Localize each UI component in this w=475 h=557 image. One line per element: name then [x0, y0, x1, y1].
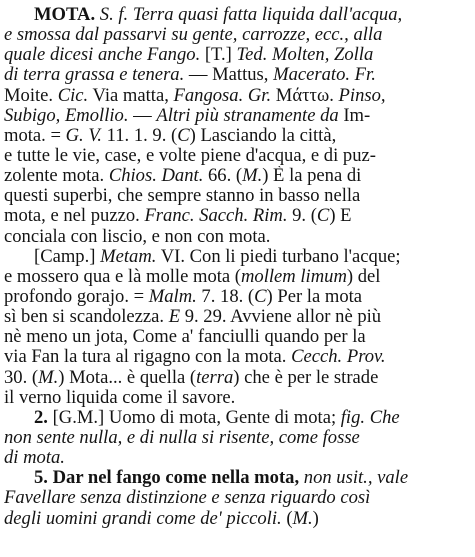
italic-text: Cic.	[57, 85, 89, 106]
italic-text: E	[168, 307, 181, 328]
text-run: )	[312, 508, 319, 529]
italic-text: Subigo, Emollio.	[4, 105, 129, 126]
italic-text: C	[177, 125, 190, 146]
text-line	[4, 86, 470, 106]
text-run: e mossero qua e là molle mota (	[4, 266, 241, 287]
italic-text: non usit., vale	[303, 468, 409, 489]
text-line	[4, 146, 470, 166]
text-line	[4, 5, 470, 25]
text-run: VI. Con li piedi turbano l'acque;	[156, 246, 401, 267]
text-run: [Camp.]	[34, 246, 101, 267]
text-run: profondo gorajo. =	[4, 286, 149, 307]
text-line	[4, 307, 470, 327]
headword: MOTA.	[34, 5, 96, 25]
italic-text: Molten, Zolla	[272, 45, 374, 66]
text-line	[4, 327, 470, 347]
text-run: ) Per la mota	[266, 286, 363, 307]
text-line	[4, 206, 470, 226]
italic-text: Malm.	[148, 286, 197, 307]
text-run: 11. 1. 9. (	[101, 125, 178, 146]
italic-text: Macerato. Fr.	[273, 65, 376, 86]
italic-text: Cecch. Prov.	[291, 347, 386, 368]
text-run: il verno liquida come il savore.	[4, 387, 236, 408]
text-line	[4, 166, 470, 186]
text-run: ) del	[346, 266, 381, 287]
italic-text: Fangosa. Gr.	[173, 85, 272, 106]
text-run: sì ben si scandolezza.	[4, 307, 169, 328]
text-run: —	[128, 105, 157, 126]
text-run: 9. 29. Avviene allor nè più	[180, 307, 382, 328]
text-line	[4, 408, 470, 428]
text-line	[4, 186, 470, 206]
text-line	[4, 388, 470, 408]
text-run: 30. (	[4, 367, 39, 388]
text-line	[4, 347, 470, 367]
text-run: — Mattus,	[184, 65, 274, 86]
italic-text: Altri più stranamente da	[156, 105, 339, 126]
text-run: nè meno un jota, Come a' fanciulli quando per la	[4, 327, 366, 348]
text-run: 7. 18. (	[196, 286, 255, 307]
text-run: e tutte le vie, case, e volte piene d'acqua, e di puz-	[4, 145, 376, 166]
italic-text: non sente nulla, e di nulla si risente, come fosse	[4, 427, 360, 448]
text-run: mota, e nel puzzo.	[4, 206, 145, 227]
text-line	[4, 488, 470, 508]
text-run: via Fan la tura al rigagno con la mota.	[4, 347, 292, 368]
italic-text: G. V.	[65, 125, 102, 146]
text-run: questi superbi, che sempre stanno in basso nella	[4, 186, 361, 207]
italic-text: M.	[38, 367, 59, 388]
italic-text: terra	[196, 367, 234, 388]
italic-text: Pinso,	[338, 85, 386, 106]
text-run: 9. (	[287, 206, 317, 227]
text-run: 66. (	[203, 166, 243, 187]
italic-text: M.	[242, 166, 263, 187]
text-line	[4, 45, 470, 65]
text-run: Via matta,	[88, 85, 174, 106]
italic-text: quale dicesi anche Fango.	[4, 45, 201, 66]
text-run: Moite.	[4, 85, 58, 106]
text-run: Im-	[338, 105, 371, 126]
italic-text: degli uomini grandi come de' piccoli.	[4, 508, 282, 529]
text-line	[4, 287, 470, 307]
italic-text: Metam.	[100, 246, 157, 267]
text-line	[4, 227, 470, 247]
text-run: Μάττω.	[271, 85, 339, 106]
italic-text: mollem limum	[241, 266, 347, 287]
italic-text: e smossa dal passarvi su gente, carrozze, ecc., alla	[4, 25, 383, 46]
text-run: conciala con liscio, e non con mota.	[4, 226, 271, 247]
text-line	[4, 267, 470, 287]
text-run: mota. =	[4, 125, 66, 146]
italic-text: S. f. Terra quasi fatta liquida dall'acqua,	[99, 5, 403, 25]
text-line	[4, 428, 470, 448]
headword: 2.	[34, 407, 48, 428]
italic-text: C	[316, 206, 330, 227]
text-run: ) che è per le strade	[233, 367, 379, 388]
italic-text: di mota.	[4, 448, 65, 469]
headword: 5. Dar nel fango come nella mota,	[34, 468, 300, 489]
text-line	[4, 106, 470, 126]
text-line	[4, 65, 470, 85]
italic-text: C	[254, 286, 267, 307]
text-line	[4, 126, 470, 146]
text-run: ) Lasciando la città,	[189, 125, 337, 146]
text-line	[4, 25, 470, 45]
italic-text: Franc. Sacch. Rim.	[144, 206, 288, 227]
text-run: ) E	[329, 206, 352, 227]
italic-text: M.	[292, 508, 313, 529]
text-run: zolente mota.	[4, 166, 109, 187]
text-line	[4, 448, 470, 468]
italic-text: di terra grassa e tenera.	[4, 65, 185, 86]
text-line	[4, 468, 470, 488]
text-line	[4, 509, 470, 529]
text-run: [G.M.] Uomo di mota, Gente di mota;	[47, 407, 341, 428]
text-run: (	[281, 508, 293, 529]
text-run: [T.]	[200, 45, 237, 66]
italic-text: Favellare senza distinzione e senza riguardo così	[4, 488, 371, 509]
text-line	[4, 368, 470, 388]
italic-text: fig. Che	[340, 407, 400, 428]
italic-text: Chios. Dant.	[108, 166, 204, 187]
text-line	[4, 247, 470, 267]
italic-text: Ted.	[236, 45, 268, 66]
text-run: ) È la pena di	[262, 166, 362, 187]
text-run: ) Mota... è quella (	[58, 367, 197, 388]
